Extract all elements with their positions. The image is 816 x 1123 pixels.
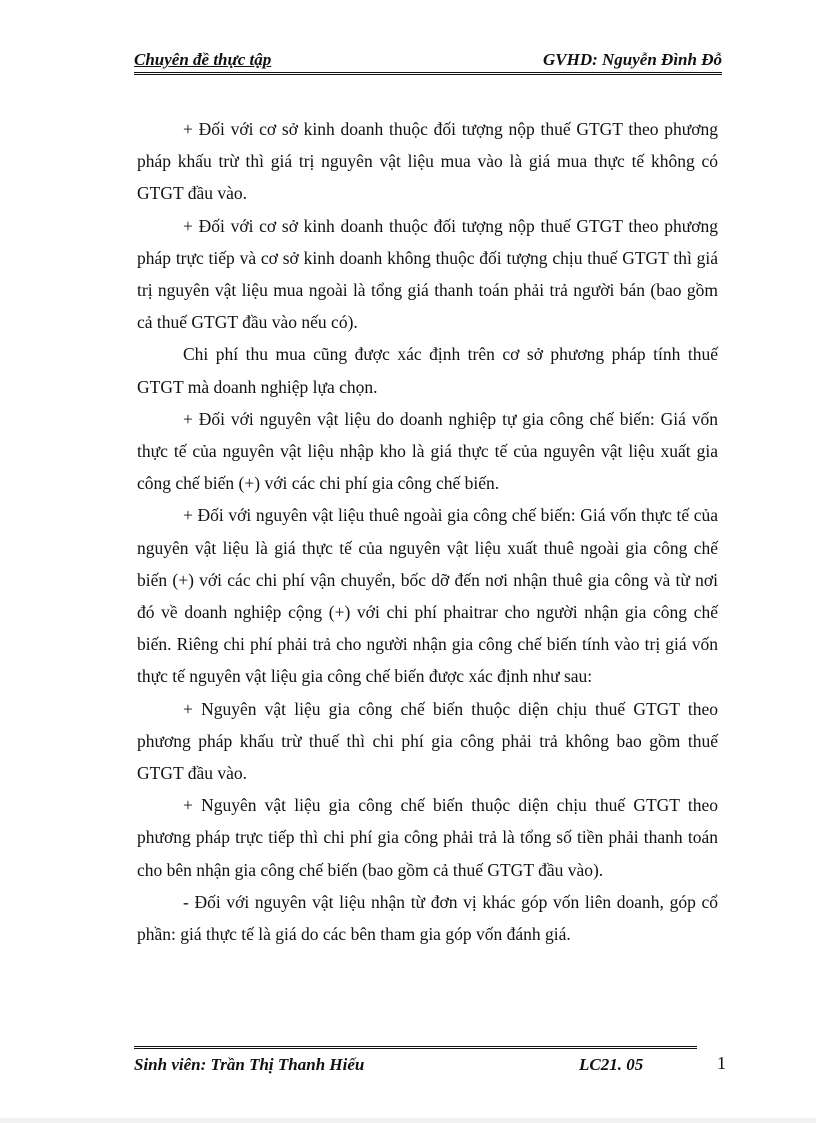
paragraph: + Đối với cơ sở kinh doanh thuộc đối tượng nộp thuế GTGT theo phương pháp trực tiếp và cơ sở kinh doanh không thuộc đối tượng chịu thuế GTGT thì giá trị nguyên vật liệu mua ngoài là tổng giá thanh toán phải trả người bán (bao gồm cả thuế GTGT đầu vào nếu có). xyxy=(137,215,718,333)
page-bottom-edge xyxy=(0,1118,816,1123)
supervisor-label: GVHD: Nguyễn Đình Đỗ xyxy=(543,50,722,69)
paragraph: - Đối với nguyên vật liệu nhận từ đơn vị khác góp vốn liên doanh, góp cổ phần: giá thực tế là giá do các bên tham gia góp vốn đánh giá. xyxy=(137,891,718,945)
page-number: 1 xyxy=(717,1053,726,1073)
class-code: LC21. 05 xyxy=(579,1055,644,1074)
paragraph: + Đối với nguyên vật liệu do doanh nghiệp tự gia công chế biến: Giá vốn thực tế của nguyên vật liệu nhập kho là giá thực tế của nguyên vật liệu xuất gia công chế biến (+) với các chi phí gia công chế biến. xyxy=(137,408,718,494)
page-header xyxy=(134,46,722,75)
footer-divider xyxy=(134,1046,697,1049)
paragraph: + Đối với nguyên vật liệu thuê ngoài gia công chế biến: Giá vốn thực tế của nguyên vật liệu là giá thực tế của nguyên vật liệu xuất thuê ngoài gia công chế biến (+) với các chi phí vận chuyển, bốc dỡ đến nơi nhận thuê gia công và từ nơi đó về doanh nghiệp cộng (+) với chi phí phaitrar cho người nhận gia công chế biến. Riêng chi phí phải trả cho người nhận gia công chế biến tính vào trị giá vốn thực tế nguyên vật liệu gia công chế biến được xác định như sau: xyxy=(137,505,718,687)
report-title: Chuyên đề thực tập xyxy=(134,50,272,69)
paragraph: Chi phí thu mua cũng được xác định trên cơ sở phương pháp tính thuế GTGT mà doanh nghiệp lựa chọn. xyxy=(137,344,718,397)
paragraph: + Nguyên vật liệu gia công chế biến thuộc diện chịu thuế GTGT theo phương pháp khấu trừ thuế thì chi phí gia công phải trả không bao gồm thuế GTGT đầu vào. xyxy=(137,698,718,784)
paragraph: + Đối với cơ sở kinh doanh thuộc đối tượng nộp thuế GTGT theo phương pháp khấu trừ thì giá trị nguyên vật liệu mua vào là giá mua thực tế không có GTGT đầu vào. xyxy=(137,119,718,204)
student-name: Sinh viên: Trần Thị Thanh Hiếu xyxy=(134,1055,365,1074)
document-body xyxy=(137,113,718,950)
paragraph: + Nguyên vật liệu gia công chế biến thuộc diện chịu thuế GTGT theo phương pháp trực tiếp thì chi phí gia công phải trả là tổng số tiền phải thanh toán cho bên nhận gia công chế biến (bao gồm cả thuế GTGT đầu vào). xyxy=(137,795,718,880)
